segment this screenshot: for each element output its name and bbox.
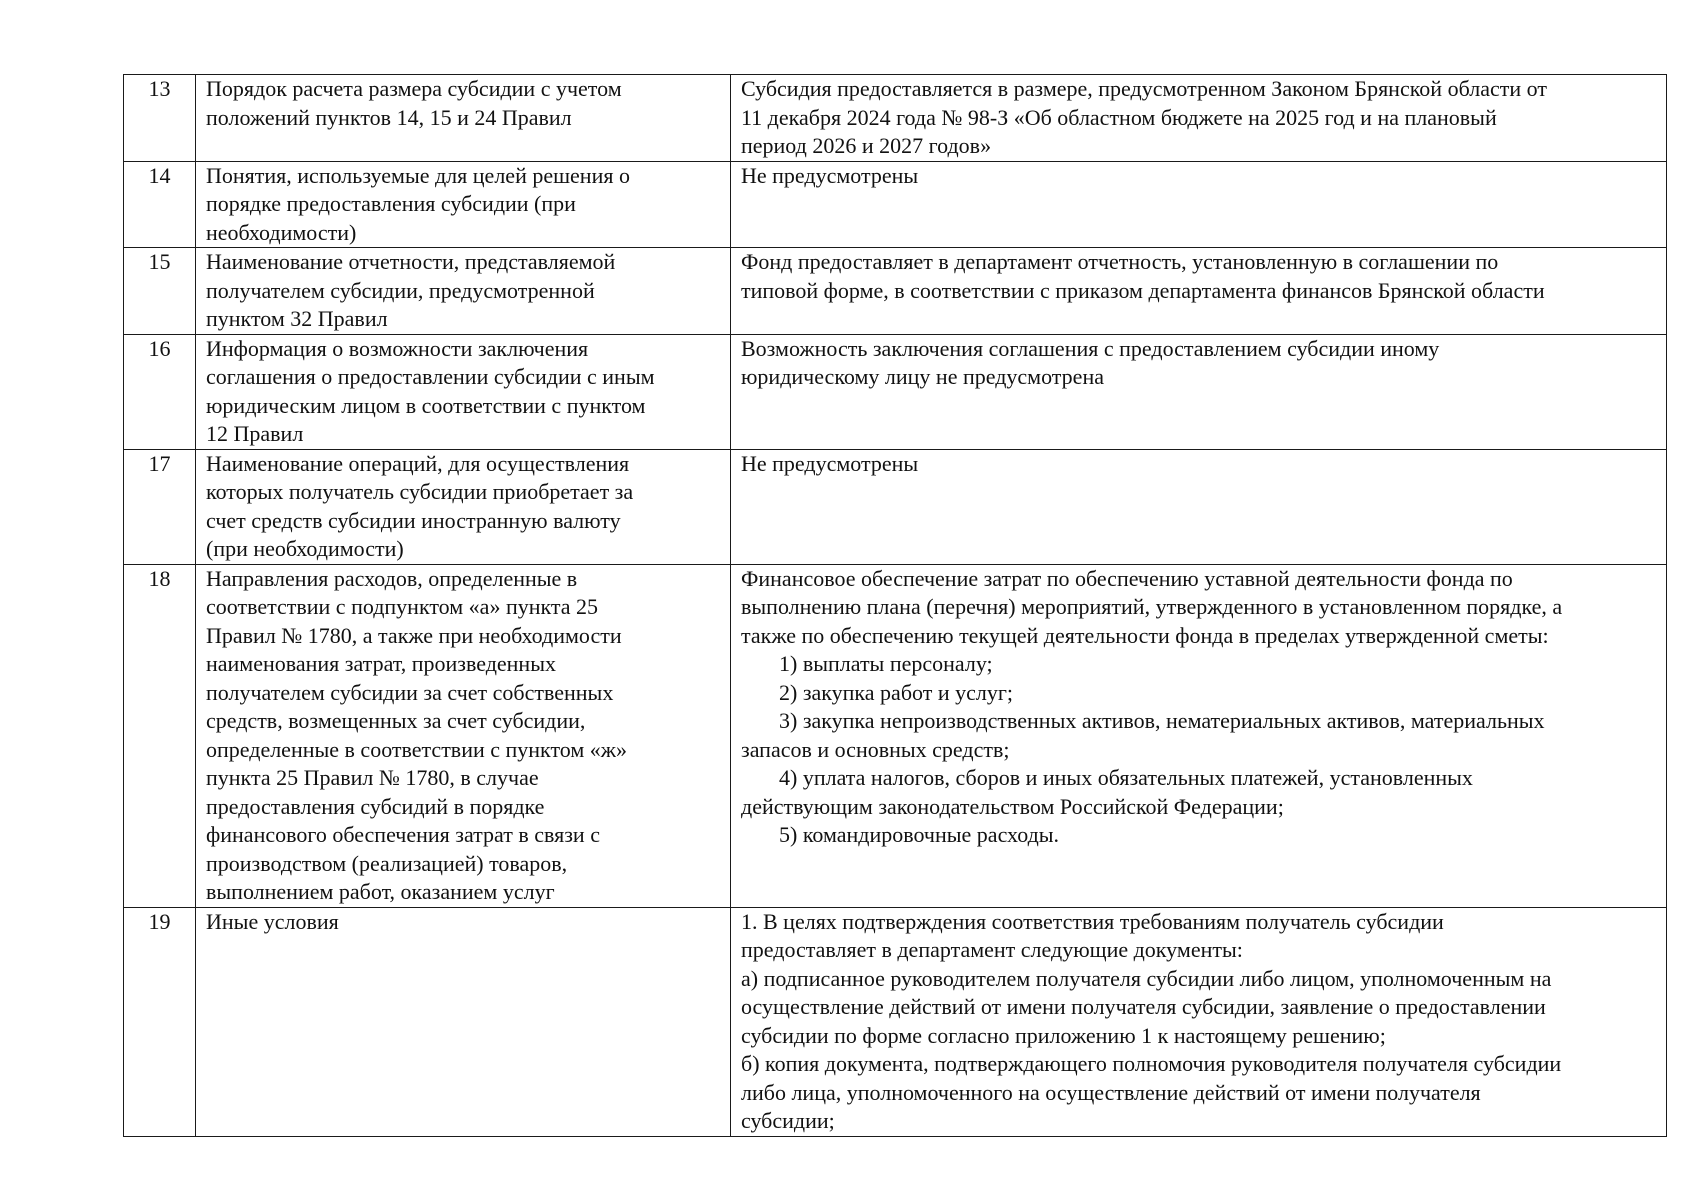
value-line: Возможность заключения соглашения с предоставлением субсидии иному <box>741 335 1440 361</box>
row-number: 14 <box>124 161 196 248</box>
label-line: Правил № 1780, а также при необходимости <box>206 622 622 648</box>
table-row <box>124 248 1667 335</box>
value-line: 5) командировочные расходы. <box>779 822 1060 847</box>
value-line: предоставляет в департамент следующие документы: <box>741 937 1243 962</box>
value-line: типовой форме, в соответствии с приказом департамента финансов Брянской области <box>741 277 1545 303</box>
value-line: Фонд предоставляет в департамент отчетность, установленную в соглашении по <box>741 249 1499 274</box>
value-line: Не предусмотрены <box>741 162 919 188</box>
row-label-cell <box>196 449 731 564</box>
value-line: действующим законодательством Российской Федерации; <box>741 793 1284 819</box>
label-line: соглашения о предоставлении субсидии с иным <box>206 364 655 389</box>
label-line: Наименование операций, для осуществления <box>206 450 630 476</box>
row-number: 18 <box>124 564 196 907</box>
value-line: 3) закупка непроизводственных активов, нематериальных активов, материальных <box>779 708 1545 733</box>
label-line: предоставления субсидий в порядке <box>206 793 545 819</box>
value-line: также по обеспечению текущей деятельности фонда в пределах утвержденной сметы: <box>741 622 1549 648</box>
table-row <box>124 161 1667 248</box>
value-line: субсидии по форме согласно приложению 1 к настоящему решению; <box>741 1022 1386 1048</box>
value-line: выполнению плана (перечня) мероприятий, утвержденного в установленном порядке, а <box>741 594 1563 619</box>
row-label-cell <box>196 161 731 248</box>
value-line: юридическому лицу не предусмотрена <box>741 364 1104 389</box>
label-line: наименования затрат, произведенных <box>206 651 556 676</box>
value-line: Финансовое обеспечение затрат по обеспечению уставной деятельности фонда по <box>741 565 1513 591</box>
value-line: б) копия документа, подтверждающего полномочия руководителя получателя субсидии <box>741 1051 1562 1076</box>
row-value-cell <box>731 564 1667 907</box>
row-number: 13 <box>124 75 196 162</box>
label-line: которых получатель субсидии приобретает за <box>206 479 634 504</box>
row-value-cell <box>731 907 1667 1136</box>
row-value-cell <box>731 161 1667 248</box>
label-line: производством (реализацией) товаров, <box>206 850 568 876</box>
row-label-cell <box>196 564 731 907</box>
value-line: 1) выплаты персоналу; <box>779 651 993 676</box>
label-line: (при необходимости) <box>206 536 404 561</box>
label-line: средств, возмещенных за счет субсидии, <box>206 708 586 733</box>
label-line: Информация о возможности заключения <box>206 335 589 361</box>
row-value-cell <box>731 248 1667 335</box>
value-line: осуществление действий от имени получателя субсидии, заявление о предоставлении <box>741 994 1546 1019</box>
table-row <box>124 334 1667 449</box>
label-line: выполнением работ, оказанием услуг <box>206 879 555 904</box>
label-line: юридическим лицом в соответствии с пунктом <box>206 392 646 418</box>
value-line: запасов и основных средств; <box>741 736 1010 762</box>
row-number: 15 <box>124 248 196 335</box>
label-line: финансового обеспечения затрат в связи с <box>206 822 600 847</box>
label-line: Направления расходов, определенные в <box>206 565 578 591</box>
row-number: 19 <box>124 907 196 1136</box>
value-line: 11 декабря 2024 года № 98-З «Об областном бюджете на 2025 год и на плановый <box>741 104 1497 130</box>
label-line: соответствии с подпунктом «а» пункта 25 <box>206 594 599 619</box>
value-line: субсидии; <box>741 1108 835 1133</box>
label-line: пункта 25 Правил № 1780, в случае <box>206 765 539 790</box>
label-line: определенные в соответствии с пунктом «ж» <box>206 736 627 762</box>
value-line: Субсидия предоставляется в размере, предусмотренном Законом Брянской области от <box>741 76 1547 101</box>
row-number: 17 <box>124 449 196 564</box>
table-row <box>124 75 1667 162</box>
label-line: пунктом 32 Правил <box>206 306 388 331</box>
label-line: Иные условия <box>206 908 339 934</box>
table-row <box>124 907 1667 1136</box>
row-label-cell <box>196 75 731 162</box>
table-row <box>124 449 1667 564</box>
label-line: Порядок расчета размера субсидии с учетом <box>206 76 622 101</box>
label-line: Наименование отчетности, представляемой <box>206 249 616 274</box>
label-line: положений пунктов 14, 15 и 24 Правил <box>206 104 572 130</box>
value-line: период 2026 и 2027 годов» <box>741 133 992 158</box>
value-line: а) подписанное руководителем получателя субсидии либо лицом, уполномоченным на <box>741 965 1552 991</box>
label-line: 12 Правил <box>206 421 304 446</box>
label-line: счет средств субсидии иностранную валюту <box>206 507 621 533</box>
row-number: 16 <box>124 334 196 449</box>
row-value-cell <box>731 334 1667 449</box>
row-value-cell <box>731 75 1667 162</box>
row-value-cell <box>731 449 1667 564</box>
value-line: 1. В целях подтверждения соответствия требованиям получатель субсидии <box>741 908 1444 934</box>
value-line: либо лица, уполномоченного на осуществление действий от имени получателя <box>741 1079 1481 1105</box>
label-line: получателем субсидии, предусмотренной <box>206 277 595 303</box>
label-line: Понятия, используемые для целей решения о <box>206 162 630 188</box>
value-line: Не предусмотрены <box>741 450 919 476</box>
table-row <box>124 564 1667 907</box>
row-label-cell <box>196 334 731 449</box>
label-line: порядке предоставления субсидии (при <box>206 191 576 216</box>
table-body <box>124 75 1667 1137</box>
value-line: 4) уплата налогов, сборов и иных обязательных платежей, установленных <box>779 765 1473 790</box>
conditions-table <box>123 74 1667 1137</box>
label-line: необходимости) <box>206 219 357 245</box>
value-line: 2) закупка работ и услуг; <box>779 679 1013 705</box>
label-line: получателем субсидии за счет собственных <box>206 679 614 705</box>
row-label-cell <box>196 907 731 1136</box>
row-label-cell <box>196 248 731 335</box>
